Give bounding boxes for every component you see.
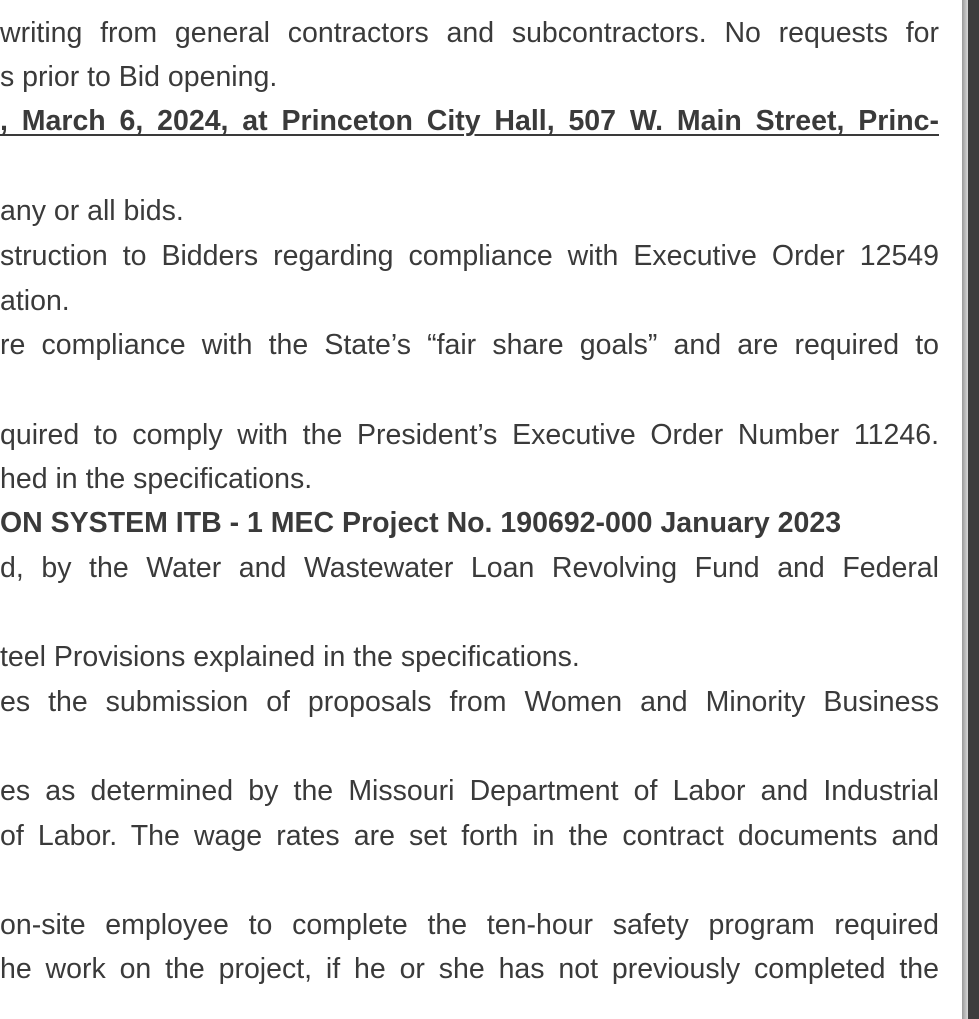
text-line: teel Provisions explained in the specifications. bbox=[0, 641, 580, 673]
text-line: re compliance with the State’s “fair share goals” and are required to bbox=[0, 329, 939, 361]
text-line: es the submission of proposals from Women and Minority Business bbox=[0, 686, 939, 718]
text-line: d, by the Water and Wastewater Loan Revolving Fund and Federal bbox=[0, 552, 939, 584]
text-line: writing from general contractors and subcontractors. No requests for bbox=[0, 17, 939, 49]
text-line: on-site employee to complete the ten-hour safety program required bbox=[0, 909, 939, 941]
window-edge-bar bbox=[968, 0, 979, 1019]
text-line: quired to comply with the President’s Executive Order Number 11246. bbox=[0, 419, 939, 451]
text-line: hed in the specifications. bbox=[0, 463, 313, 495]
text-line: es as determined by the Missouri Department of Labor and Industrial bbox=[0, 775, 939, 807]
text-line: s prior to Bid opening. bbox=[0, 61, 278, 93]
project-header-line: ON SYSTEM ITB - 1 MEC Project No. 190692-000 January 2023 bbox=[0, 507, 842, 539]
text-line: of Labor. The wage rates are set forth in the contract documents and bbox=[0, 820, 939, 852]
text-line: ation. bbox=[0, 285, 70, 317]
text-line: struction to Bidders regarding compliance with Executive Order 12549 bbox=[0, 240, 939, 272]
text-line: any or all bids. bbox=[0, 195, 184, 227]
bid-opening-line: , March 6, 2024, at Princeton City Hall, 507 W. Main Street, Princ- bbox=[0, 105, 939, 137]
text-line: he work on the project, if he or she has not previously completed the bbox=[0, 953, 939, 985]
